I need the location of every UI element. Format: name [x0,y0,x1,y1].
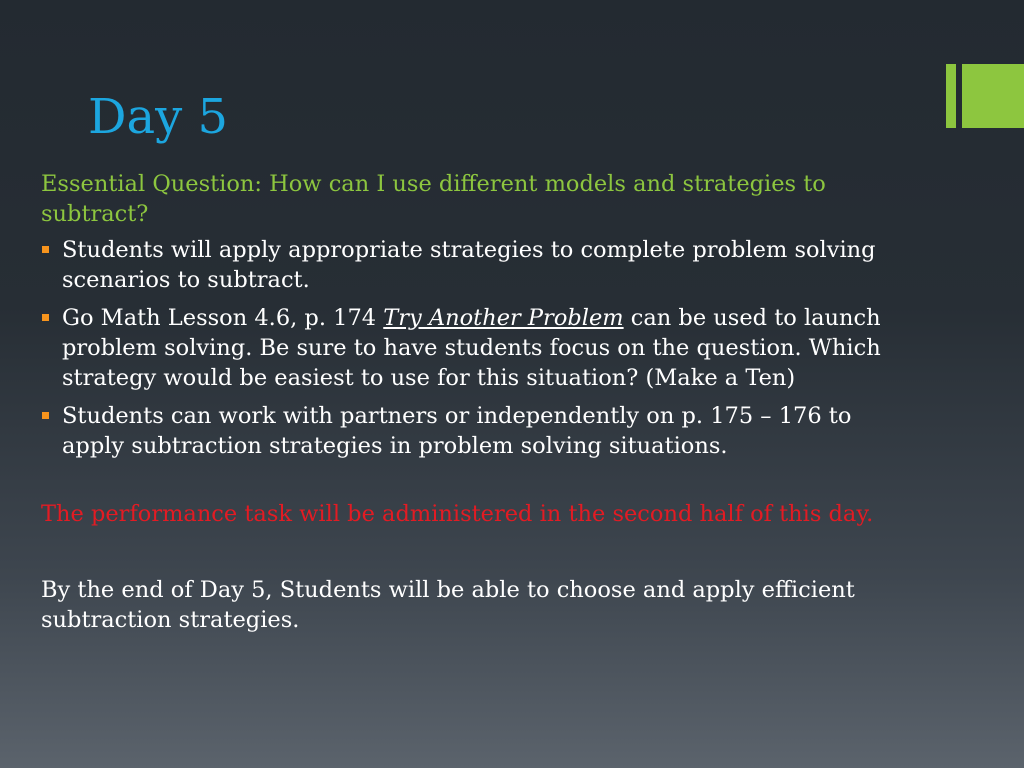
bullet-item-1 [41,235,911,295]
square-bullet-icon [42,314,49,321]
essential-question: Essential Question: How can I use different models and strategies to subtract? [41,171,826,227]
slide-title: Day 5 [88,89,229,145]
bullet-item-3 [41,401,911,461]
square-bullet-icon [42,246,49,253]
bullet-item-2 [41,303,911,393]
bullet-text-suffix: can be used to launch problem solving. Be sure to have students focus on the question. Which strategy would be easiest to use for this situation? (Make a Ten) [62,305,881,391]
performance-task-notice: The performance task will be administered in the second half of this day. [41,501,874,527]
bullet-text-prefix: Go Math Lesson 4.6, p. 174 [62,305,384,331]
bullet-text: Students will apply appropriate strategies to complete problem solving scenarios to subtract. [62,237,876,293]
book-section-title: Try Another Problem [383,305,624,331]
accent-bar-thin [946,64,956,128]
accent-bar-thick [962,64,1024,128]
slide-content [41,169,911,635]
square-bullet-icon [42,412,49,419]
day-summary: By the end of Day 5, Students will be able to choose and apply efficient subtraction strategies. [41,577,855,633]
bullet-list [41,235,911,461]
bullet-text: Students can work with partners or independently on p. 175 – 176 to apply subtraction strategies in problem solving situations. [62,403,852,459]
